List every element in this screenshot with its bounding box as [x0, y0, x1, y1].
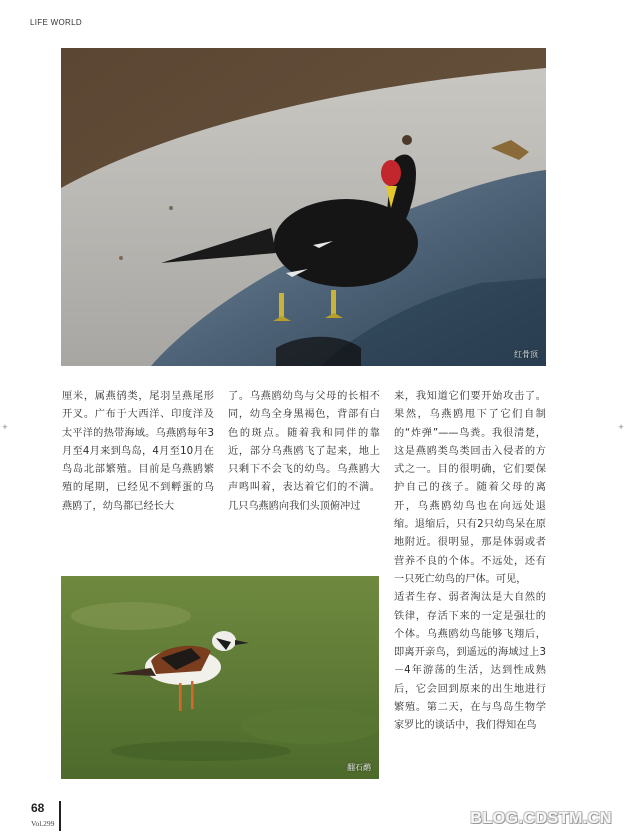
- registration-mark-right: +: [618, 423, 624, 431]
- text-column-2: [228, 388, 380, 516]
- text-column-1: [62, 388, 214, 516]
- text-column-3: [394, 388, 546, 736]
- paragraph: 了。乌燕鸥幼鸟与父母的长相不同，幼鸟全身黑褐色，背部有白色的斑点。随着我和同伴的靠近，部分乌燕鸥飞了起来，地上只剩下不会飞的幼鸟。乌燕鸥大声鸣叫着，表达着它们的不满。几只乌燕鸥向我们头顶俯冲过: [228, 391, 380, 512]
- section-header: LIFE WORLD: [30, 18, 82, 27]
- photo-caption-moorhen: 红骨顶: [514, 350, 538, 359]
- volume-number: Vol.299: [31, 819, 55, 828]
- page-number: 68: [31, 801, 45, 815]
- footer-divider: [59, 801, 61, 831]
- paragraph: 适者生存、弱者淘汰是大自然的铁律，存活下来的一定是强壮的个体。乌燕鸥幼鸟能够飞翔后，即离开亲鸟，到遥远的海域过上3－4年游荡的生活，达到性成熟后，它会回到原来的出生地进行繁殖。第二天，在与鸟岛生物学家罗比的谈话中，我们得知在鸟: [394, 592, 546, 732]
- watermark: BLOG.CDSTM.CN: [470, 810, 612, 827]
- paragraph: 厘米，属燕鸻类，尾羽呈燕尾形开叉。广布于大西洋、印度洋及太平洋的热带海域。乌燕鸥每年3月至4月来到鸟岛，4月至10月在鸟岛北部繁殖。目前是乌燕鸥繁殖的尾期，已经见不到孵蛋的乌燕鸥了，幼鸟都已经长大: [62, 391, 214, 512]
- paragraph: 来，我知道它们要开始攻击了。果然，乌燕鸥甩下了它们自制的“炸弹”——鸟粪。我很清楚，这是燕鸥类鸟类回击入侵者的方式之一。目的很明确，它们要保护自己的孩子。随着父母的离开，乌燕鸥幼鸟也在向远处退缩。退缩后，只有2只幼鸟呆在原地附近。很明显，那是体弱或者营养不良的个体。不远处，还有一只死亡幼鸟的尸体。可见，: [394, 391, 546, 585]
- moorhen-photo: [61, 48, 546, 366]
- photo-caption-turnstone: 翻石鹬: [347, 763, 371, 772]
- turnstone-photo: [61, 576, 379, 779]
- registration-mark-left: +: [2, 423, 8, 431]
